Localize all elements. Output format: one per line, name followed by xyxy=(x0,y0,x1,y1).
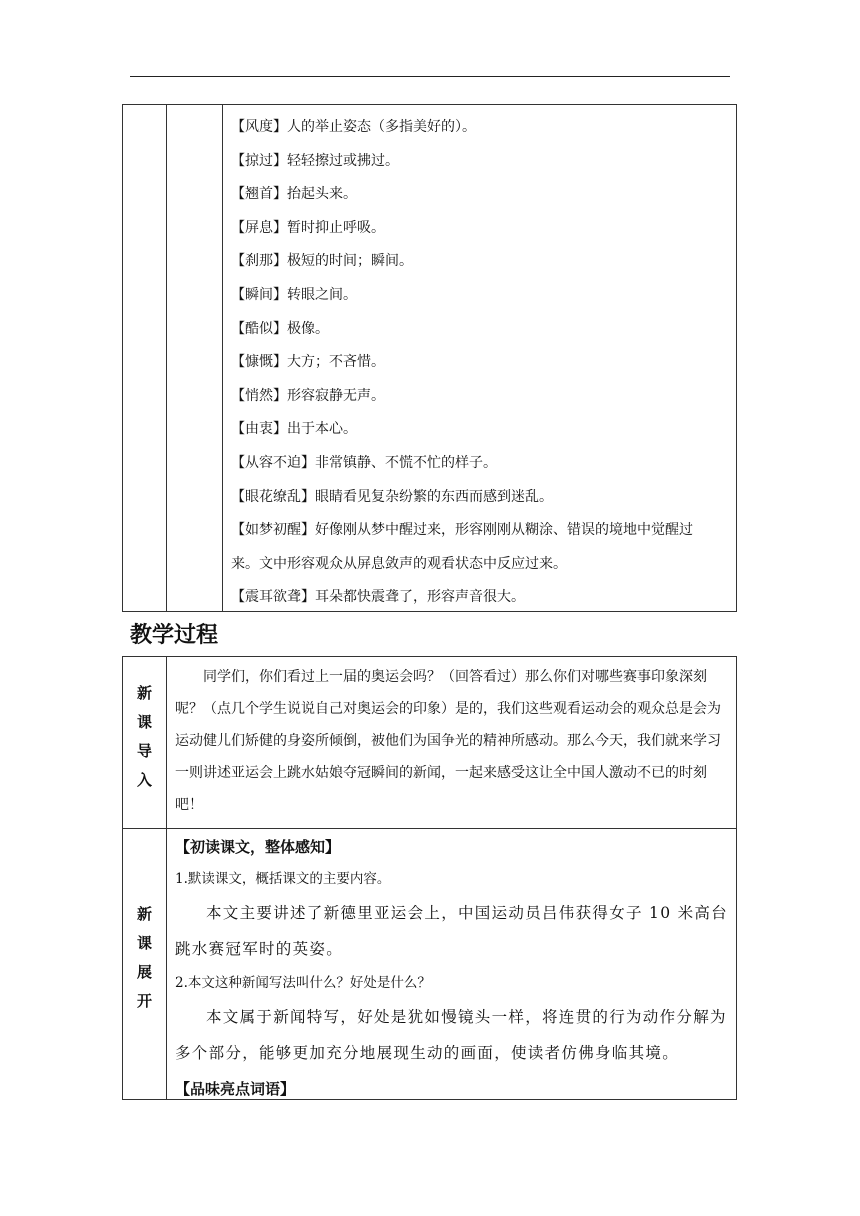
answer-2: 本文属于新闻特写，好处是犹如慢镜头一样，将连贯的行为动作分解为多个部分，能够更加充分地展现生动的画面，使读者仿佛身临其境。 xyxy=(175,1008,727,1062)
reading-heading: 【初读课文，整体感知】 xyxy=(175,838,341,856)
vocab-entry: 【眼花缭乱】眼睛看见复杂纷繁的东西而感到迷乱。 xyxy=(231,488,553,505)
expand-label: 新课展开 xyxy=(135,906,153,1022)
question-1: 1.默读课文，概括课文的主要内容。 xyxy=(175,871,391,887)
vocab-entry: 【翘首】抬起头来。 xyxy=(231,186,357,203)
vocabulary-label-cell xyxy=(123,105,167,611)
vocab-entry: 【酷似】极像。 xyxy=(231,320,329,337)
answer-1: 本文主要讲述了新德里亚运会上，中国运动员吕伟获得女子 10 米高台跳水赛冠军时的英姿。 xyxy=(175,904,728,958)
vocab-entry: 【风度】人的举止姿态（多指美好的）。 xyxy=(231,119,476,135)
intro-label-cell xyxy=(123,657,167,828)
vocab-entry: 【如梦初醒】好像刚从梦中醒过来，形容刚刚从糊涂、错误的境地中觉醒过 xyxy=(231,522,693,539)
vocab-entry: 【刹那】极短的时间；瞬间。 xyxy=(231,253,413,270)
vocab-entry: 【震耳欲聋】耳朵都快震聋了，形容声音很大。 xyxy=(231,589,525,606)
words-heading: 【品味亮点词语】 xyxy=(175,1080,296,1098)
intro-content-cell xyxy=(167,657,736,828)
intro-label: 新课导入 xyxy=(135,684,153,801)
section-title: 教学过程 xyxy=(130,623,219,648)
vocab-entry: 【从容不迫】非常镇静、不慌不忙的样子。 xyxy=(231,454,497,471)
expand-content-cell xyxy=(167,829,736,1099)
vocab-entry-continuation: 来。文中形容观众从屏息敛声的观看状态中反应过来。 xyxy=(231,555,567,572)
vocabulary-table xyxy=(122,104,737,612)
teaching-process-table xyxy=(122,656,737,1100)
expand-label-cell xyxy=(123,829,167,1099)
vocabulary-sublabel-cell xyxy=(167,105,223,611)
vocab-entry: 【屏息】暂时抑止呼吸。 xyxy=(231,219,385,236)
expand-row xyxy=(123,829,736,1099)
vocabulary-list xyxy=(231,111,731,615)
vocab-entry: 【悄然】形容寂静无声。 xyxy=(231,387,385,404)
vocab-entry: 【瞬间】转眼之间。 xyxy=(231,286,357,303)
vocab-entry: 【由衷】出于本心。 xyxy=(231,421,357,438)
intro-paragraph: 同学们，你们看过上一届的奥运会吗？（回答看过）那么你们对哪些赛事印象深刻呢？（点几个学生说说自己对奥运会的印象）是的，我们这些观看运动会的观众总是会为运动健儿们矫健的身姿所倾倒，被他们为国争光的精神所感动。那么今天，我们就来学习一则讲述亚运会上跳水姑娘夺冠瞬间的新闻，一起来感受这让全中国人激动不已的时刻吧！ xyxy=(175,669,721,813)
header-rule xyxy=(130,76,730,77)
intro-row xyxy=(123,657,736,829)
vocab-entry: 【掠过】轻轻擦过或拂过。 xyxy=(231,152,399,169)
question-2: 2.本文这种新闻写法叫什么？好处是什么？ xyxy=(175,975,431,991)
vocab-entry: 【慷慨】大方；不吝惜。 xyxy=(231,354,385,371)
